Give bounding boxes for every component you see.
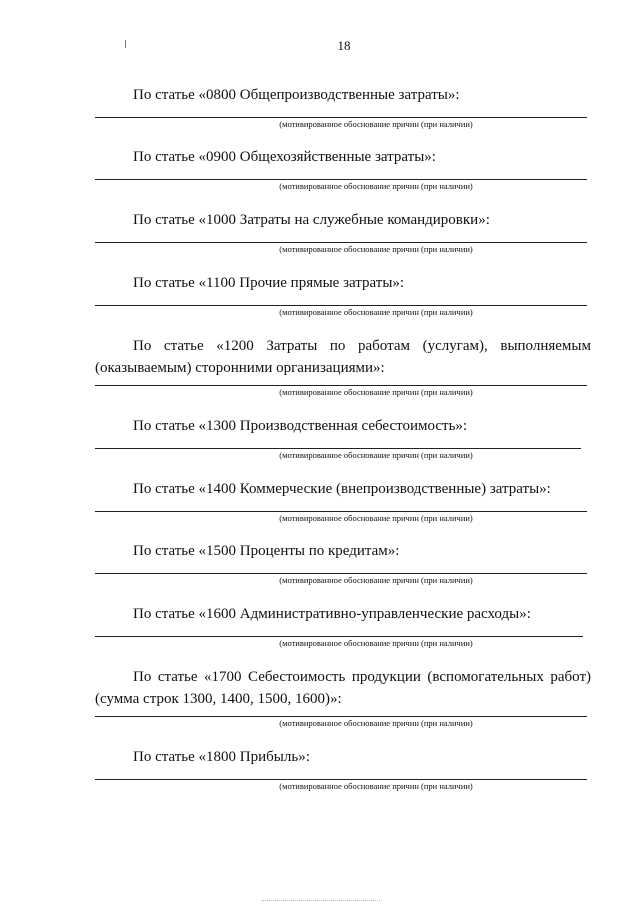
- entry-0900: [95, 146, 591, 191]
- entry-label: По статье «1500 Проценты по кредитам»:: [133, 543, 400, 559]
- line-caption: (мотивированное обоснование причин (при наличии): [279, 513, 473, 523]
- fill-in-line[interactable]: [95, 179, 587, 180]
- line-caption: (мотивированное обоснование причин (при наличии): [279, 781, 473, 791]
- line-caption: (мотивированное обоснование причин (при наличии): [279, 718, 473, 728]
- line-caption: (мотивированное обоснование причин (при наличии): [279, 307, 473, 317]
- entry-1000: [95, 209, 591, 254]
- entry-label: По статье «1000 Затраты на служебные командировки»:: [133, 212, 490, 228]
- fill-in-line[interactable]: [95, 242, 587, 243]
- entry-label: По статье «1700 Себестоимость продукции (вспомогательных работ) (сумма строк 1300, 1400, 1500, 1600)»:: [95, 669, 591, 707]
- entry-0800: [95, 84, 591, 129]
- fill-in-line[interactable]: [95, 636, 583, 637]
- entry-1800: [95, 746, 591, 791]
- entry-label: По статье «1400 Коммерческие (внепроизводственные) затраты»:: [133, 481, 551, 497]
- scan-artifact-dots: [262, 900, 382, 901]
- entry-1700: [95, 666, 591, 728]
- fill-in-line[interactable]: [95, 573, 587, 574]
- fill-in-line[interactable]: [95, 779, 587, 780]
- line-caption: (мотивированное обоснование причин (при наличии): [279, 387, 473, 397]
- fill-in-line[interactable]: [95, 511, 587, 512]
- line-caption: (мотивированное обоснование причин (при наличии): [279, 244, 473, 254]
- fill-in-line[interactable]: [95, 385, 587, 386]
- entry-1600: [95, 603, 591, 648]
- entry-label: По статье «1800 Прибыль»:: [133, 749, 310, 765]
- line-caption: (мотивированное обоснование причин (при наличии): [279, 119, 473, 129]
- fill-in-line[interactable]: [95, 305, 587, 306]
- page-number: 18: [337, 38, 351, 53]
- line-caption: (мотивированное обоснование причин (при наличии): [279, 638, 473, 648]
- entry-label: По статье «0800 Общепроизводственные затраты»:: [133, 87, 460, 103]
- entry-label: По статье «1100 Прочие прямые затраты»:: [133, 275, 405, 291]
- entry-1100: [95, 272, 591, 317]
- entry-1500: [95, 540, 591, 585]
- entry-label: По статье «1200 Затраты по работам (услугам), выполняемым (оказываемым) сторонними организациями»:: [95, 338, 591, 376]
- line-caption: (мотивированное обоснование причин (при наличии): [279, 181, 473, 191]
- entry-label: По статье «1600 Административно-управленческие расходы»:: [133, 606, 531, 622]
- line-caption: (мотивированное обоснование причин (при наличии): [279, 575, 473, 585]
- fill-in-line[interactable]: [95, 117, 587, 118]
- line-caption: (мотивированное обоснование причин (при наличии): [279, 450, 473, 460]
- entry-label: По статье «0900 Общехозяйственные затраты»:: [133, 149, 436, 165]
- entry-1200: [95, 335, 591, 397]
- entry-1300: [95, 415, 591, 460]
- fill-in-line[interactable]: [95, 716, 587, 717]
- fill-in-line[interactable]: [95, 448, 581, 449]
- entry-1400: [95, 478, 591, 523]
- entry-label: По статье «1300 Производственная себестоимость»:: [133, 418, 468, 434]
